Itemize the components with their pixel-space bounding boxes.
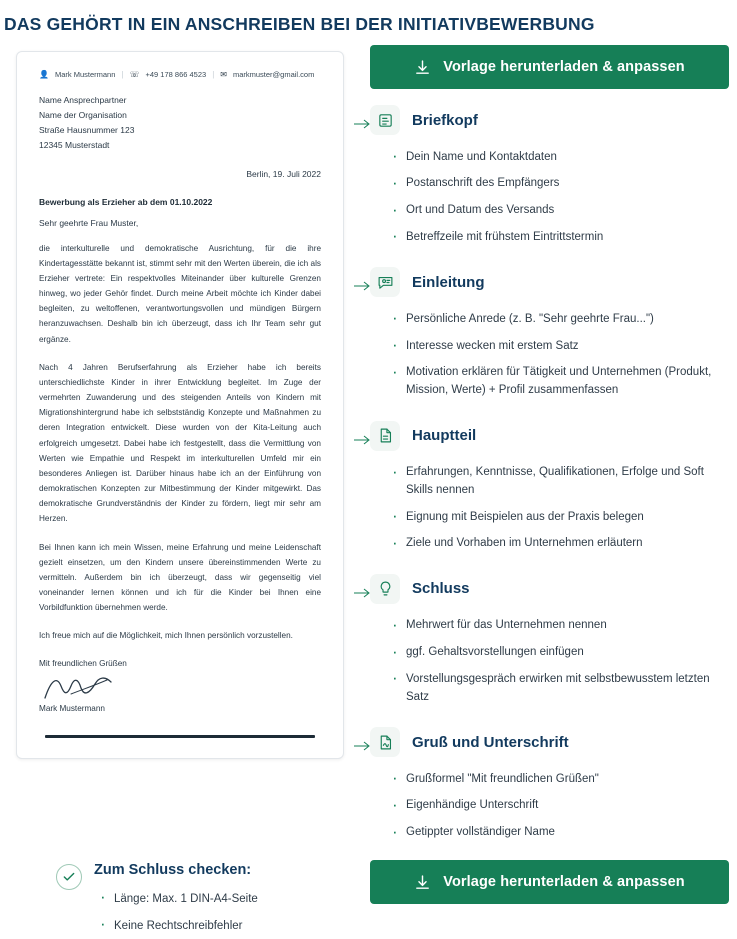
section-hauptteil [370, 421, 729, 558]
section-schluss [370, 574, 729, 711]
signature-image [41, 672, 321, 702]
section-header [370, 105, 729, 135]
letterhead-icon [370, 105, 400, 135]
letter-column [8, 45, 356, 759]
recipient-line: Name Ansprechpartner [39, 95, 127, 105]
checklist-column [8, 846, 356, 939]
section-gruss-unterschrift [370, 727, 729, 846]
letter-salutation: Sehr geehrte Frau Muster, [39, 217, 139, 228]
document-icon [370, 421, 400, 451]
checklist-block [8, 846, 356, 939]
letter-paragraph: die interkulturelle und demokratische Ausrichtung, für die ihre Kindertagesstätte bekannt ist, stimmt sehr mit den Werten überein, die ich als Erzieher vertrete: Ein respektvolles Miteinander über kulturelle Grenzen hinweg, wo jeder Gehör findet. Durch meine Arbeit möchte ich Kinder dabei begleiten, zu weltoffenen, verantwortungsvollen und mündigen Bürgern heranzuwachsen. Deshalb bin ich überzeugt, dass ich Ihr Team sehr gut ergänze. [39, 243, 321, 344]
letter-footer-rule [45, 735, 315, 738]
section-title: Briefkopf [412, 111, 478, 129]
lightbulb-icon [370, 574, 400, 604]
connector-arrow-icon [354, 739, 374, 757]
section-title: Hauptteil [412, 427, 477, 444]
recipient-block [39, 93, 321, 153]
connector-arrow-icon [354, 279, 374, 297]
section-header [370, 421, 729, 451]
letter-date: Berlin, 19. Juli 2022 [246, 168, 321, 179]
footer-button-column [356, 846, 729, 904]
section-briefkopf [370, 105, 729, 251]
bullet-item: · Eigenhändige Unterschrift [390, 793, 729, 820]
checklist-items [94, 886, 258, 939]
guide-column [356, 45, 729, 846]
section-header [370, 574, 729, 604]
bullet-item: · Mehrwert für das Unternehmen nennen [390, 613, 729, 640]
contact-divider-2: | [212, 70, 215, 79]
signature-document-icon [370, 727, 400, 757]
section-title: Gruß und Unterschrift [412, 733, 569, 751]
bullet-item: · Betreffzeile mit frühstem Eintrittstermin [390, 224, 729, 251]
bullet-item: · Postanschrift des Empfängers [390, 171, 729, 198]
letter-subject: Bewerbung als Erzieher ab dem 01.10.2022 [39, 196, 213, 207]
download-icon [414, 59, 431, 76]
section-bullets [370, 306, 729, 404]
contact-divider-1: | [121, 70, 124, 79]
letter-contact-row [39, 70, 321, 93]
bullet-item: · Ort und Datum des Versands [390, 198, 729, 225]
recipient-line: 12345 Musterstadt [39, 139, 110, 150]
bullet-item: · Dein Name und Kontaktdaten [390, 144, 729, 171]
mail-icon: ✉ [220, 70, 227, 79]
bullet-item: · Erfahrungen, Kenntnisse, Qualifikationen, Erfolge und Soft Skills nennen [390, 460, 729, 505]
section-bullets [370, 766, 729, 846]
checklist-body [94, 862, 258, 939]
letter-preview-card [16, 51, 344, 759]
bullet-item: · ggf. Gehaltsvorstellungen einfügen [390, 640, 729, 667]
download-label: Vorlage herunterladen & anpassen [443, 874, 685, 891]
bullet-item: · Motivation erklären für Tätigkeit und Unternehmen (Produkt, Mission, Werte) + Profil zusammenfassen [390, 360, 729, 405]
contact-name: Mark Mustermann [54, 70, 116, 79]
download-template-button-bottom[interactable] [370, 860, 729, 904]
section-bullets [370, 144, 729, 251]
footer-layout [0, 846, 737, 939]
letter-closing: Mit freundlichen Grüßen [39, 658, 127, 668]
checklist-item: · Keine Rechtschreibfehler [100, 913, 258, 939]
content-layout [0, 45, 737, 846]
section-header [370, 267, 729, 297]
check-circle-icon [56, 864, 82, 890]
bullet-item: · Getippter vollständiger Name [390, 820, 729, 847]
bullet-item: · Eignung mit Beispielen aus der Praxis belegen [390, 504, 729, 531]
recipient-line: Straße Hausnummer 123 [39, 124, 135, 135]
signature-name: Mark Mustermann [39, 703, 105, 713]
bullet-item: · Persönliche Anrede (z. B. "Sehr geehrte Frau...") [390, 306, 729, 333]
letter-paragraph: Nach 4 Jahren Berufserfahrung als Erzieher habe ich bereits unterschiedlichste Kinder in ihrer Entwicklung begleitet. Im Zuge der vermehrten Zuwanderung und des steigenden Anteils von Kindern mit Migrationshintergrund habe ich selbstständig Konzepte und Maßnahmen zu deren Integration entwickelt. Diese wurden von der Kita-Leitung auch erfolgreich umgesetzt. Dabei habe ich festgestellt, dass die Vermittlung von Werten wie Empathie und Respekt im interkulturellen Umfeld mir ein besonderes Anliegen ist. Darüber hinaus habe ich an der Einführung von demokratischen Konzepten zur Mitbestimmung der Kinder mitgewirkt. Das demokratische Grundverständnis der Kinder zu fördern, liegt mir sehr am Herzen. [39, 362, 321, 524]
section-title: Schluss [412, 580, 470, 598]
checklist-title: Zum Schluss checken: [94, 862, 252, 879]
contact-phone: +49 178 866 4523 [145, 70, 207, 79]
bullet-item: · Interesse wecken mit erstem Satz [390, 333, 729, 360]
checklist-item: · Länge: Max. 1 DIN-A4-Seite [100, 886, 258, 912]
bullet-item: · Vorstellungsgespräch erwirken mit selbstbewusstem letzten Satz [390, 666, 729, 711]
connector-arrow-icon [354, 433, 374, 451]
section-bullets [370, 460, 729, 558]
section-bullets [370, 613, 729, 711]
section-header [370, 727, 729, 757]
page-title: DAS GEHÖRT IN EIN ANSCHREIBEN BEI DER INITIATIVBEWERBUNG [4, 14, 595, 34]
bullet-item: · Ziele und Vorhaben im Unternehmen erläutern [390, 531, 729, 558]
download-template-button-top[interactable] [370, 45, 729, 89]
letter-paragraph: Bei Ihnen kann ich mein Wissen, meine Erfahrung und meine Leidenschaft gezielt einsetzen, um den Kindern unsere übereinstimmenden Werte zu vermitteln. Außerdem bin ich überzeugt, dass wir gegenseitig viel voneinander lernen können und ich für die Kinder bei Ihnen eine Vorbildfunktion übernehmen werde. [39, 542, 321, 613]
person-icon: 👤 [39, 70, 49, 79]
letter-paragraph: Ich freue mich auf die Möglichkeit, mich Ihnen persönlich vorzustellen. [39, 631, 293, 641]
speech-person-icon [370, 267, 400, 297]
phone-icon: ☏ [129, 70, 140, 79]
recipient-line: Name der Organisation [39, 109, 127, 120]
download-icon [414, 874, 431, 891]
download-label: Vorlage herunterladen & anpassen [443, 59, 685, 75]
connector-arrow-icon [354, 117, 374, 135]
section-einleitung [370, 267, 729, 404]
connector-arrow-icon [354, 586, 374, 604]
bullet-item: · Grußformel "Mit freundlichen Grüßen" [390, 766, 729, 793]
section-title: Einleitung [412, 273, 485, 291]
contact-email: markmuster@gmail.com [232, 70, 315, 79]
